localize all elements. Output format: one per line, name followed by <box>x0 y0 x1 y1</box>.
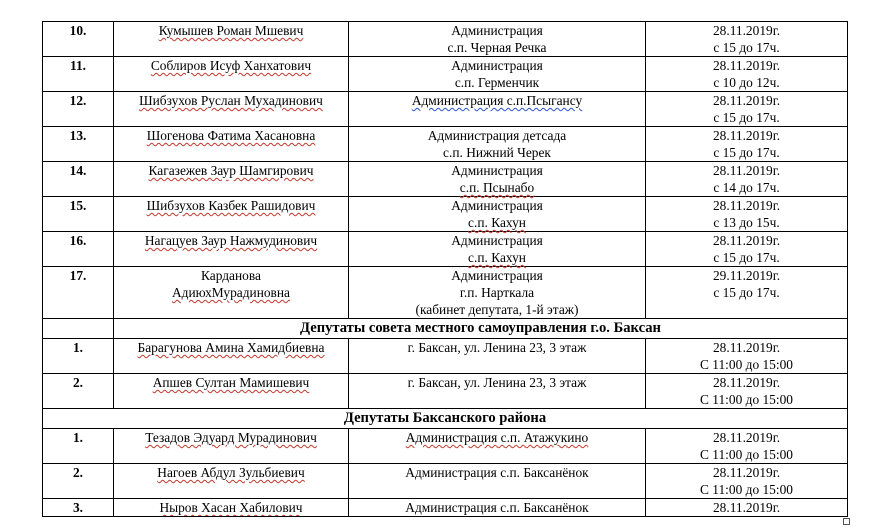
section-spacer <box>43 319 114 339</box>
row-number: 2. <box>43 464 114 499</box>
row-number: 3. <box>43 499 114 517</box>
deputy-name: Шибзухов Руслан Мухадинович <box>114 92 349 127</box>
deputy-name: Нагацуев Заур Нажмудинович <box>114 232 349 267</box>
reception-time: 28.11.2019г. с 15 до 17ч. <box>646 22 848 57</box>
deputy-name: Шогенова Фатима Хасановна <box>114 127 349 162</box>
deputy-name: Нагоев Абдул Зульбиевич <box>114 464 349 499</box>
row-number: 10. <box>43 22 114 57</box>
table-row <box>43 127 848 162</box>
table-row <box>43 464 848 499</box>
table-row <box>43 22 848 57</box>
deputy-name: Соблиров Исуф Ханхатович <box>114 57 349 92</box>
table-row <box>43 499 848 517</box>
reception-time: 29.11.2019г. с 15 до 17ч. <box>646 267 848 319</box>
reception-time: 28.11.2019г. С 11:00 до 15:00 <box>646 339 848 374</box>
section-header <box>43 409 848 429</box>
deputy-name: Тезадов Эдуард Мурадинович <box>114 429 349 464</box>
table-row <box>43 57 848 92</box>
reception-place: Администрация с.п. Баксанёнок <box>349 499 646 517</box>
deputy-name: Ныров Хасан Хабилович <box>114 499 349 517</box>
deputy-name: Шибзухов Казбек Рашидович <box>114 197 349 232</box>
table-row <box>43 232 848 267</box>
reception-time: 28.11.2019г. с 10 до 12ч. <box>646 57 848 92</box>
reception-time: 28.11.2019г. С 11:00 до 15:00 <box>646 429 848 464</box>
row-number: 17. <box>43 267 114 319</box>
deputies-schedule-table <box>42 21 848 517</box>
reception-time: 28.11.2019г. С 11:00 до 15:00 <box>646 464 848 499</box>
deputy-name: Апшев Султан Мамишевич <box>114 374 349 409</box>
reception-place: Администрация с.п. Атажукино <box>349 429 646 464</box>
row-number: 13. <box>43 127 114 162</box>
row-number: 1. <box>43 339 114 374</box>
row-number: 14. <box>43 162 114 197</box>
row-number: 12. <box>43 92 114 127</box>
table-row <box>43 197 848 232</box>
table-row <box>43 162 848 197</box>
deputy-name: Кагазежев Заур Шамгирович <box>114 162 349 197</box>
reception-time: 28.11.2019г. с 15 до 17ч. <box>646 92 848 127</box>
reception-time: 28.11.2019г. <box>646 499 848 517</box>
reception-time: 28.11.2019г. с 14 до 17ч. <box>646 162 848 197</box>
table-row <box>43 92 848 127</box>
reception-time: 28.11.2019г. с 15 до 17ч. <box>646 232 848 267</box>
reception-time: 28.11.2019г. с 15 до 17ч. <box>646 127 848 162</box>
row-number: 16. <box>43 232 114 267</box>
reception-place: Администрация с.п. Баксанёнок <box>349 464 646 499</box>
reception-place: Администрация с.п.Псыгансу <box>349 92 646 127</box>
reception-place: Администрация с.п. Герменчик <box>349 57 646 92</box>
table-row <box>43 267 848 319</box>
table-row <box>43 339 848 374</box>
section-title: Депутаты совета местного самоуправления г.о. Баксан <box>114 319 848 339</box>
table-row <box>43 429 848 464</box>
reception-time: 28.11.2019г. с 13 до 15ч. <box>646 197 848 232</box>
row-number: 1. <box>43 429 114 464</box>
table-resize-handle[interactable] <box>843 518 850 525</box>
deputy-name: Кумышев Роман Мшевич <box>114 22 349 57</box>
reception-place: г. Баксан, ул. Ленина 23, 3 этаж <box>349 339 646 374</box>
reception-place: Администрация с.п. Псынабо <box>349 162 646 197</box>
reception-place: г. Баксан, ул. Ленина 23, 3 этаж <box>349 374 646 409</box>
reception-place: Администрация детсада с.п. Нижний Черек <box>349 127 646 162</box>
section-header <box>43 319 848 339</box>
row-number: 11. <box>43 57 114 92</box>
row-number: 2. <box>43 374 114 409</box>
reception-place: Администрация г.п. Нарткала (кабинет депутата, 1-й этаж) <box>349 267 646 319</box>
reception-place: Администрация с.п. Кахун <box>349 232 646 267</box>
row-number: 15. <box>43 197 114 232</box>
deputy-name: Карданова АдиюхМурадиновна <box>114 267 349 319</box>
reception-time: 28.11.2019г. С 11:00 до 15:00 <box>646 374 848 409</box>
section-title: Депутаты Баксанского района <box>43 409 848 429</box>
table-row <box>43 374 848 409</box>
reception-place: Администрация с.п. Кахун <box>349 197 646 232</box>
deputy-name: Барагунова Амина Хамидбиевна <box>114 339 349 374</box>
reception-place: Администрация с.п. Черная Речка <box>349 22 646 57</box>
